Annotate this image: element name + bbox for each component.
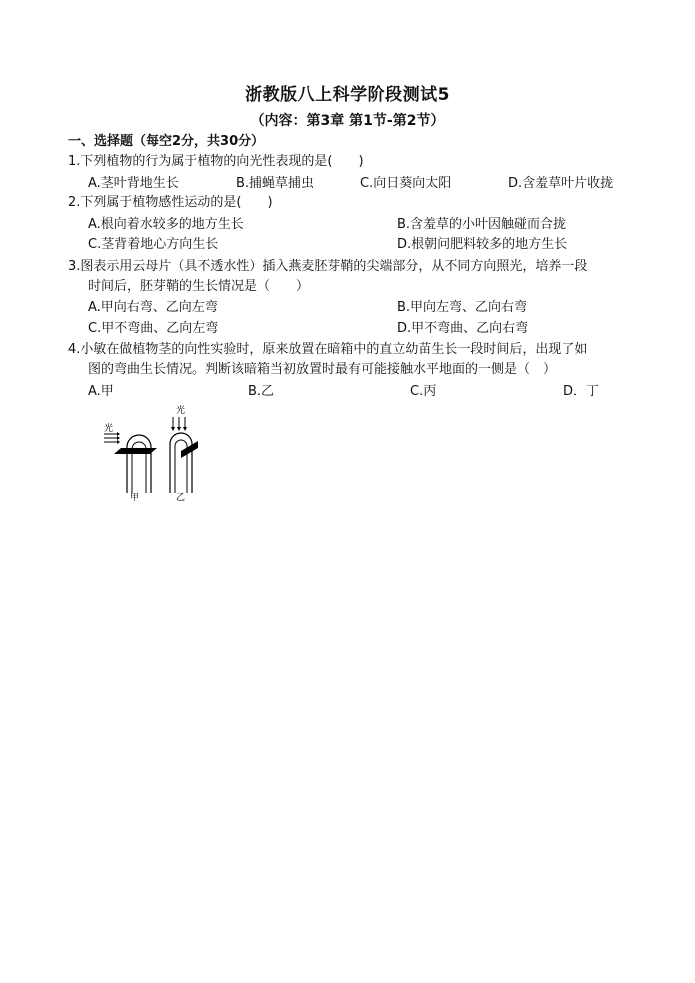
light-label-jia: 光 bbox=[104, 424, 114, 434]
mica-sheet-jia bbox=[114, 448, 157, 454]
question-2-option-a: A.根向着水较多的地方生长 bbox=[88, 217, 244, 232]
question-4-stem-line-2: 图的弯曲生长情况。判断该暗箱当初放置时最有可能接触水平地面的一侧是（ ） bbox=[88, 362, 557, 377]
question-3-stem-line-2: 时间后，胚芽鞘的生长情况是（ ） bbox=[88, 279, 310, 294]
question-3-option-b: B.甲向左弯、乙向右弯 bbox=[397, 300, 528, 315]
label-jia: 甲 bbox=[130, 493, 140, 503]
coleoptile-yi bbox=[170, 404, 198, 503]
question-4-option-a: A.甲 bbox=[88, 384, 114, 399]
question-1-option-b: B.捕蝇草捕虫 bbox=[236, 176, 315, 191]
question-2-stem: 2.下列属于植物感性运动的是( ) bbox=[68, 195, 273, 210]
question-3-option-d: D.甲不弯曲、乙向右弯 bbox=[397, 321, 529, 336]
question-2-option-b: B.含羞草的小叶因触碰而合拢 bbox=[397, 217, 567, 232]
question-3-option-c: C.甲不弯曲、乙向左弯 bbox=[88, 321, 219, 336]
question-2-option-d: D.根朝问肥料较多的地方生长 bbox=[397, 237, 568, 252]
label-yi: 乙 bbox=[176, 493, 186, 503]
question-1-option-c: C.向日葵向太阳 bbox=[360, 176, 452, 191]
question-2-option-c: C.茎背着地心方向生长 bbox=[88, 237, 219, 252]
question-1-option-a: A.茎叶背地生长 bbox=[88, 176, 179, 191]
question-4-option-c: C.丙 bbox=[410, 384, 437, 399]
page-title: 浙教版八上科学阶段测试5 bbox=[245, 85, 450, 105]
page-subtitle: （内容：第3章 第1节-第2节） bbox=[250, 113, 445, 129]
question-4-option-d: D．丁 bbox=[563, 384, 600, 399]
question-4-stem-line-1: 4.小敏在做植物茎的向性实验时，原来放置在暗箱中的直立幼苗生长一段时间后，出现了如 bbox=[68, 342, 588, 357]
question-1-stem: 1.下列植物的行为属于植物的向光性表现的是( ) bbox=[68, 154, 364, 169]
coleoptile-figure bbox=[100, 403, 220, 503]
question-3-option-a: A.甲向右弯、乙向左弯 bbox=[88, 300, 218, 315]
section-heading: 一、选择题（每空2分，共30分） bbox=[68, 134, 265, 149]
light-label-yi: 光 bbox=[176, 406, 186, 416]
question-3-stem-line-1: 3.图表示用云母片（具不透水性）插入燕麦胚芽鞘的尖端部分，从不同方向照光，培养一段 bbox=[68, 259, 588, 274]
mica-sheet-yi bbox=[181, 441, 198, 458]
question-1-option-d: D.含羞草叶片收拢 bbox=[508, 176, 614, 191]
question-4-option-b: B.乙 bbox=[248, 384, 275, 399]
coleoptile-jia bbox=[104, 422, 157, 503]
